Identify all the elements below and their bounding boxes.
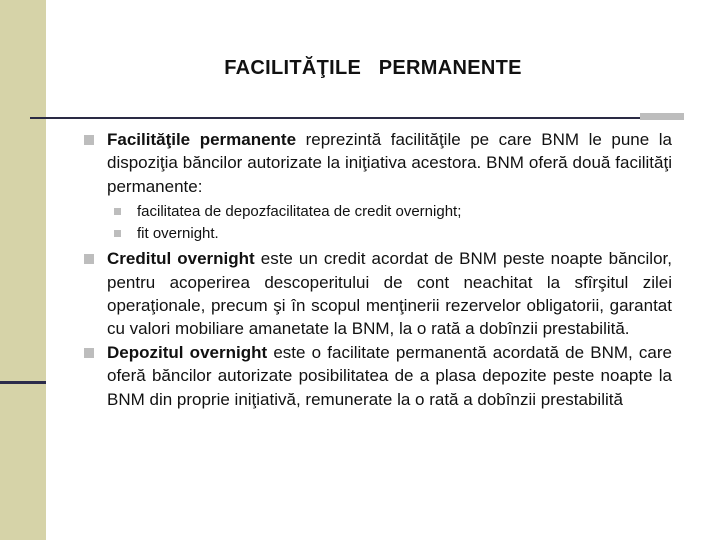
bullet-term: Creditul overnight: [107, 249, 255, 269]
bullet-facilitati-permanente: [84, 128, 672, 198]
bullet-depozitul-overnight: [84, 341, 672, 411]
sub-bullet-item: [84, 223, 672, 245]
bullet-text: reprezintă facilităţile pe care BNM le pune la dispoziţia băncilor autorizate la iniţiativa acestora. BNM oferă două facilităţi permanente:: [107, 130, 672, 196]
sub-bullet-list: [84, 201, 672, 245]
title-accent-bar: [640, 113, 684, 120]
square-bullet-icon: [84, 135, 94, 145]
bullet-text: este o facilitate permanentă acordată de BNM, care oferă băncilor autorizate posibilitatea de a plasa depozite peste noapte la BNM din proprie iniţiativă, remunerate la o rată a dobînzii prestabilită: [107, 342, 672, 409]
square-bullet-icon: [84, 254, 94, 264]
sub-bullet-text: fit overnight.: [137, 225, 219, 243]
bullet-text: este un credit acordat de BNM peste noapte băncilor, pentru acoperirea descoperitului de cont neachitat la sfîrşitul zilei operaţionale, precum şi în scopul menţinerii rezervelor obligatorii, garantat cu valori mobiliare amanetate la BNM, la o rată a dobînzii prestabilită.: [107, 249, 672, 339]
slide-title: FACILITĂŢILE PERMANENTE: [224, 57, 522, 79]
title-underline: [30, 117, 640, 119]
bullet-term: Facilităţile permanente: [107, 130, 297, 149]
bullet-creditul-overnight: [84, 247, 672, 341]
sub-bullet-item: [84, 201, 672, 223]
sub-bullet-text: facilitatea de depozfacilitatea de credit overnight;: [137, 203, 462, 221]
square-bullet-icon: [114, 208, 121, 215]
bullet-term: Depozitul overnight: [107, 342, 268, 362]
slide-content: [84, 128, 672, 411]
left-band-divider: [0, 381, 46, 384]
square-bullet-icon: [84, 348, 94, 358]
left-decorative-band: [0, 0, 46, 540]
square-bullet-icon: [114, 230, 121, 237]
